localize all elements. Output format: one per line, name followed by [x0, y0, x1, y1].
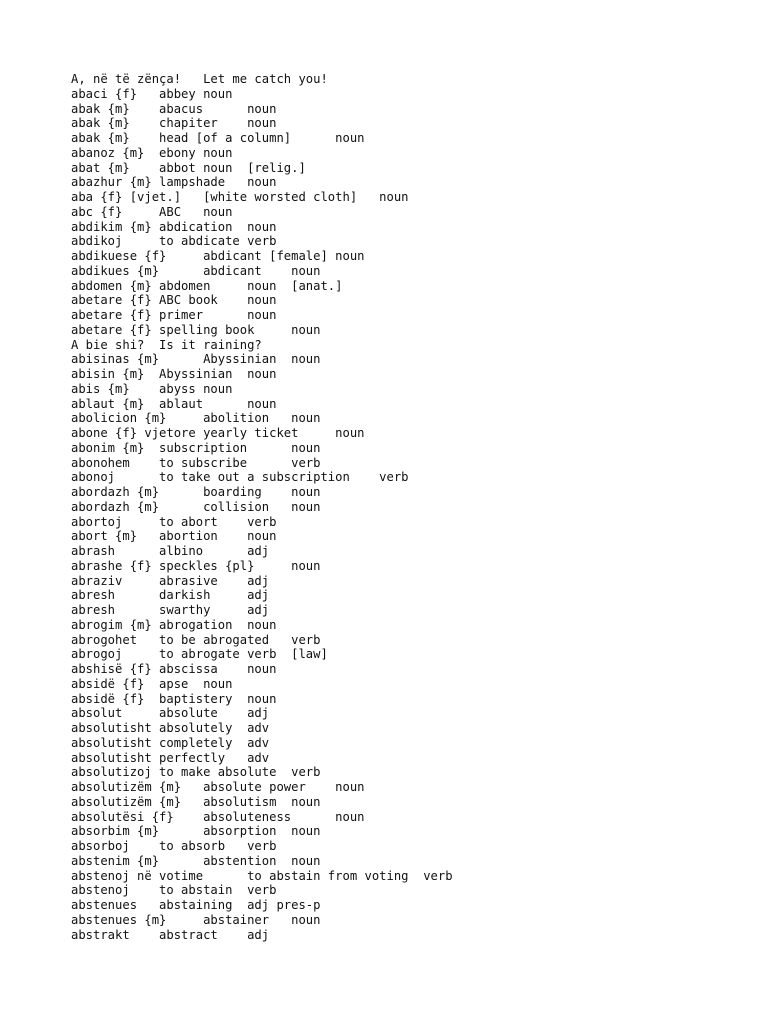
dictionary-entry: abolicion {m} abolition noun	[71, 411, 321, 426]
dictionary-entry: abisin {m} Abyssinian noun	[71, 367, 277, 381]
dictionary-entry: absolutisht absolutely adv	[71, 721, 270, 735]
dictionary-entry: abdikuese {f} abdicant [female] noun	[71, 249, 365, 263]
dictionary-entry: abort {m} abortion noun	[71, 529, 277, 544]
dictionary-entry: abc {f} ABC noun	[71, 204, 233, 219]
dictionary-entry: abis {m} abyss noun	[71, 381, 233, 396]
dictionary-entry: abresh swarthy adj	[71, 603, 270, 617]
dictionary-entry: abrogohet to be abrogated verb	[71, 632, 321, 647]
dictionary-entry: abstenoj to abstain verb	[71, 883, 277, 898]
dictionary-entry: abstenues {m} abstainer noun	[71, 912, 321, 927]
dictionary-entry: abdikoj to abdicate verb	[71, 234, 277, 249]
dictionary-entry: absorboj to absorb verb	[71, 839, 277, 853]
dictionary-entry: abstenues abstaining adj pres-p	[71, 898, 321, 912]
dictionary-entry: abrogoj to abrogate verb [law]	[71, 647, 328, 662]
dictionary-entry: abetare {f} spelling book noun	[71, 322, 321, 337]
dictionary-entry: absolutizëm {m} absolute power noun	[71, 780, 365, 794]
dictionary-entry: abetare {f} ABC book noun	[71, 293, 277, 308]
dictionary-entry: absidë {f} baptistery noun	[71, 691, 277, 706]
dictionary-entry: A bie shi? Is it raining?	[71, 337, 262, 352]
dictionary-entry: absidë {f} apse noun	[71, 676, 233, 691]
dictionary-entry-list	[71, 72, 453, 942]
dictionary-entry: abaci {f} abbey noun	[71, 86, 233, 101]
dictionary-entry: abortoj to abort verb	[71, 514, 277, 529]
dictionary-entry: absolutisht perfectly adv	[71, 750, 270, 765]
dictionary-entry: absorbim {m} absorption noun	[71, 824, 321, 839]
dictionary-entry: abraziv abrasive adj	[71, 573, 270, 588]
dictionary-entry: abanoz {m} ebony noun	[71, 145, 233, 160]
dictionary-entry: abonim {m} subscription noun	[71, 440, 321, 455]
dictionary-entry: abresh darkish adj	[71, 588, 270, 603]
dictionary-entry: abazhur {m} lampshade noun	[71, 175, 277, 190]
dictionary-entry: ablaut {m} ablaut noun	[71, 396, 277, 411]
dictionary-entry: abrogim {m} abrogation noun	[71, 617, 277, 632]
dictionary-entry: absolutizoj to make absolute verb	[71, 765, 321, 780]
dictionary-entry: abonoj to take out a subscription verb	[71, 470, 409, 485]
dictionary-entry: abetare {f} primer noun	[71, 308, 277, 322]
dictionary-entry: abrashe {f} speckles {pl} noun	[71, 558, 321, 573]
dictionary-entry: absolutizëm {m} absolutism noun	[71, 794, 321, 809]
dictionary-entry: abonohem to subscribe verb	[71, 455, 321, 470]
dictionary-entry: abak {m} head [of a column] noun	[71, 131, 365, 145]
dictionary-entry: abdikues {m} abdicant noun	[71, 263, 321, 278]
dictionary-entry: abstenoj në votime to abstain from voting verb	[71, 868, 453, 883]
dictionary-entry: abordazh {m} boarding noun	[71, 485, 321, 499]
dictionary-entry: abordazh {m} collision noun	[71, 499, 321, 514]
dictionary-entry: absolutisht completely adv	[71, 735, 270, 750]
dictionary-entry: abak {m} abacus noun	[71, 101, 277, 116]
dictionary-entry: abat {m} abbot noun [relig.]	[71, 160, 306, 175]
dictionary-entry: absolutësi {f} absoluteness noun	[71, 809, 365, 824]
dictionary-entry: abrash albino adj	[71, 544, 270, 558]
dictionary-entry: abone {f} vjetore yearly ticket noun	[71, 426, 365, 440]
dictionary-entry: abstenim {m} abstention noun	[71, 853, 321, 868]
dictionary-entry: abstrakt abstract adj	[71, 927, 270, 942]
dictionary-entry: abak {m} chapiter noun	[71, 116, 277, 131]
dictionary-entry: aba {f} [vjet.] [white worsted cloth] noun	[71, 190, 409, 204]
dictionary-entry: abshisë {f} abscissa noun	[71, 662, 277, 676]
dictionary-entry: abdikim {m} abdication noun	[71, 219, 277, 234]
dictionary-entry: abisinas {m} Abyssinian noun	[71, 352, 321, 367]
dictionary-entry: abdomen {m} abdomen noun [anat.]	[71, 278, 343, 293]
dictionary-entry: A, në të zënça! Let me catch you!	[71, 72, 328, 86]
dictionary-entry: absolut absolute adj	[71, 706, 270, 721]
